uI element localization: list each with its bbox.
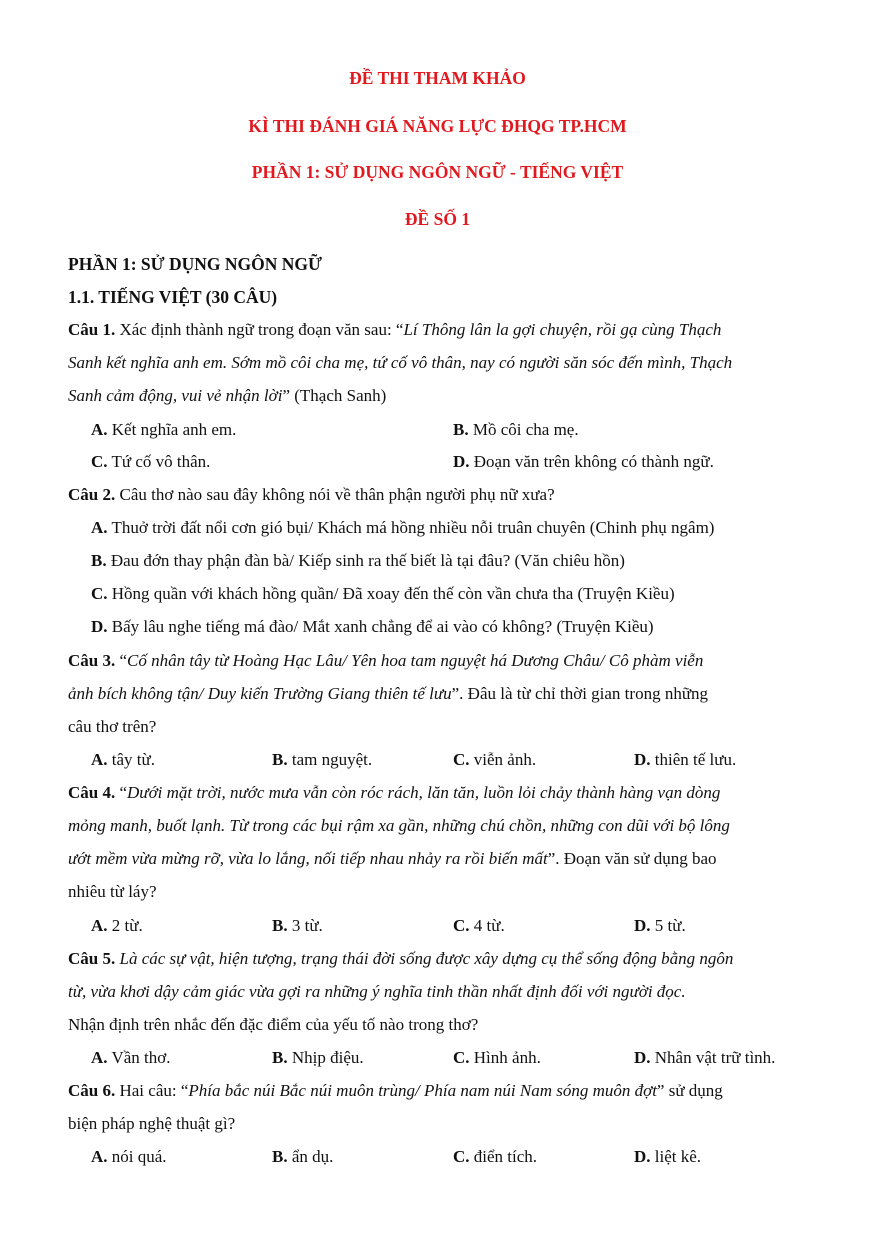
question-5-option-d: D. Nhân vật trữ tình. <box>634 1048 776 1067</box>
question-5-quote: Là các sự vật, hiện tượng, trạng thái đời sống được xây dựng cụ thể sống động bằng ngôn <box>115 949 734 968</box>
question-3-label: Câu 3. <box>68 651 116 670</box>
question-3-quote: Cố nhân tây từ Hoàng Hạc Lâu/ Yên hoa tam nguyệt há Dương Châu/ Cô phàm viễn <box>127 651 704 670</box>
question-6-option-d: D. liệt kê. <box>634 1147 702 1166</box>
question-5-option-a: A. Vần thơ. <box>91 1048 171 1067</box>
question-2-text: Câu thơ nào sau đây không nói về thân phận người phụ nữ xưa? <box>115 485 555 504</box>
question-5-label: Câu 5. <box>68 949 116 968</box>
question-4-line-4: nhiêu từ láy? <box>68 882 157 901</box>
question-3-line-3: câu thơ trên? <box>68 717 157 736</box>
section-subtitle: 1.1. TIẾNG VIỆT (30 CÂU) <box>68 287 278 307</box>
header-line-3: PHẦN 1: SỬ DỤNG NGÔN NGỮ - TIẾNG VIỆT <box>251 162 624 182</box>
question-5-line-2: từ, vừa khơi dậy cảm giác vừa gợi ra những ý nghĩa tinh thần nhất định đối với người đọc. <box>68 982 686 1001</box>
question-4-label: Câu 4. <box>68 783 116 802</box>
question-1-source: ” (Thạch Sanh) <box>282 386 387 405</box>
question-3-line-1: Câu 3. “Cố nhân tây từ Hoàng Hạc Lâu/ Yên hoa tam nguyệt há Dương Châu/ Cô phàm viễn <box>68 651 704 670</box>
question-1-option-c: C. Tứ cố vô thân. <box>91 452 211 471</box>
question-1-option-d: D. Đoạn văn trên không có thành ngữ. <box>453 452 714 471</box>
question-3-option-a: A. tây từ. <box>91 750 155 769</box>
question-5-line-3: Nhận định trên nhắc đến đặc điểm của yếu tố nào trong thơ? <box>68 1015 479 1034</box>
question-3-option-d: D. thiên tế lưu. <box>634 750 737 769</box>
question-3-text: ”. Đâu là từ chỉ thời gian trong những <box>451 684 709 703</box>
question-4-quote: Dưới mặt trời, nước mưa vẫn còn róc rách, lăn tăn, luồn lỏi chảy thành hàng vạn dòng <box>127 783 721 802</box>
question-4-option-c: C. 4 từ. <box>453 916 505 935</box>
question-5-line-1 <box>68 949 733 969</box>
header-line-4: ĐỀ SỐ 1 <box>404 209 471 229</box>
question-1-option-b: B. Mồ côi cha mẹ. <box>453 420 579 439</box>
header-line-1: ĐỀ THI THAM KHẢO <box>349 68 526 88</box>
question-1-option-a: A. Kết nghĩa anh em. <box>91 420 237 439</box>
question-6-option-c: C. điển tích. <box>453 1147 538 1166</box>
question-6-label: Câu 6. <box>68 1081 116 1100</box>
question-4-quote-end: ướt mềm vừa mừng rỡ, vừa lo lắng, nối tiếp nhau nhảy ra rồi biến mất <box>68 849 548 868</box>
question-4-line-3 <box>68 849 717 869</box>
question-2-option-a: A. Thuở trời đất nổi cơn gió bụi/ Khách má hồng nhiều nỗi truân chuyên (Chinh phụ ngâm) <box>91 518 715 537</box>
question-2-line-1 <box>68 485 555 505</box>
question-1-line-3 <box>68 386 386 406</box>
question-2-option-d: D. Bấy lâu nghe tiếng má đào/ Mắt xanh chẳng để ai vào có không? (Truyện Kiều) <box>91 617 654 636</box>
question-4-option-d: D. 5 từ. <box>634 916 686 935</box>
question-1-quote-end: Sanh cảm động, vui vẻ nhận lời <box>68 386 283 405</box>
question-6-line-1: Câu 6. Hai câu: “Phía bắc núi Bắc núi muôn trùng/ Phía nam núi Nam sóng muôn đợt” sử dụng <box>68 1081 723 1100</box>
question-3-option-c: C. viễn ảnh. <box>453 750 537 769</box>
question-6-option-b: B. ẩn dụ. <box>272 1147 334 1166</box>
question-3-option-b: B. tam nguyệt. <box>272 750 373 769</box>
question-6-quote: Phía bắc núi Bắc núi muôn trùng/ Phía nam núi Nam sóng muôn đợt <box>188 1081 657 1100</box>
question-1-line-2: Sanh kết nghĩa anh em. Sớm mồ côi cha mẹ, tứ cố vô thân, nay có người săn sóc đến mình, Thạch <box>68 353 733 372</box>
question-4-option-a: A. 2 từ. <box>91 916 143 935</box>
section-title: PHẦN 1: SỬ DỤNG NGÔN NGỮ <box>68 254 322 274</box>
question-4-option-b: B. 3 từ. <box>272 916 323 935</box>
question-3-line-2 <box>68 684 708 704</box>
question-3-quote-end: ảnh bích không tận/ Duy kiến Trường Giang thiên tế lưu <box>68 684 452 703</box>
question-2-option-c: C. Hồng quần với khách hồng quần/ Đã xoay đến thế còn vần chưa tha (Truyện Kiều) <box>91 584 675 603</box>
question-4-line-2: mỏng manh, buốt lạnh. Từ trong các bụi rậm xa gần, những chú chồn, những con dũi với bộ lông <box>68 816 730 835</box>
question-6-option-a: A. nói quá. <box>91 1147 167 1166</box>
question-4-text: ”. Đoạn văn sử dụng bao <box>547 849 717 868</box>
question-4-line-1: Câu 4. “Dưới mặt trời, nước mưa vẫn còn róc rách, lăn tăn, luồn lỏi chảy thành hàng vạn dòng <box>68 783 721 802</box>
question-1-line-1 <box>68 320 721 340</box>
question-1-quote: Lí Thông lân la gợi chuyện, rồi gạ cùng Thạch <box>403 320 722 339</box>
question-5-option-b: B. Nhịp điệu. <box>272 1048 364 1067</box>
question-1-label: Câu 1. <box>68 320 116 339</box>
question-1-text: Xác định thành ngữ trong đoạn văn sau: “ <box>115 320 404 339</box>
question-6-line-2: biện pháp nghệ thuật gì? <box>68 1114 236 1133</box>
question-5-option-c: C. Hình ảnh. <box>453 1048 541 1067</box>
header-line-2: KÌ THI ĐÁNH GIÁ NĂNG LỰC ĐHQG TP.HCM <box>248 116 627 136</box>
question-2-option-b: B. Đau đớn thay phận đàn bà/ Kiếp sinh ra thế biết là tại đâu? (Văn chiêu hồn) <box>91 551 625 570</box>
question-2-label: Câu 2. <box>68 485 116 504</box>
